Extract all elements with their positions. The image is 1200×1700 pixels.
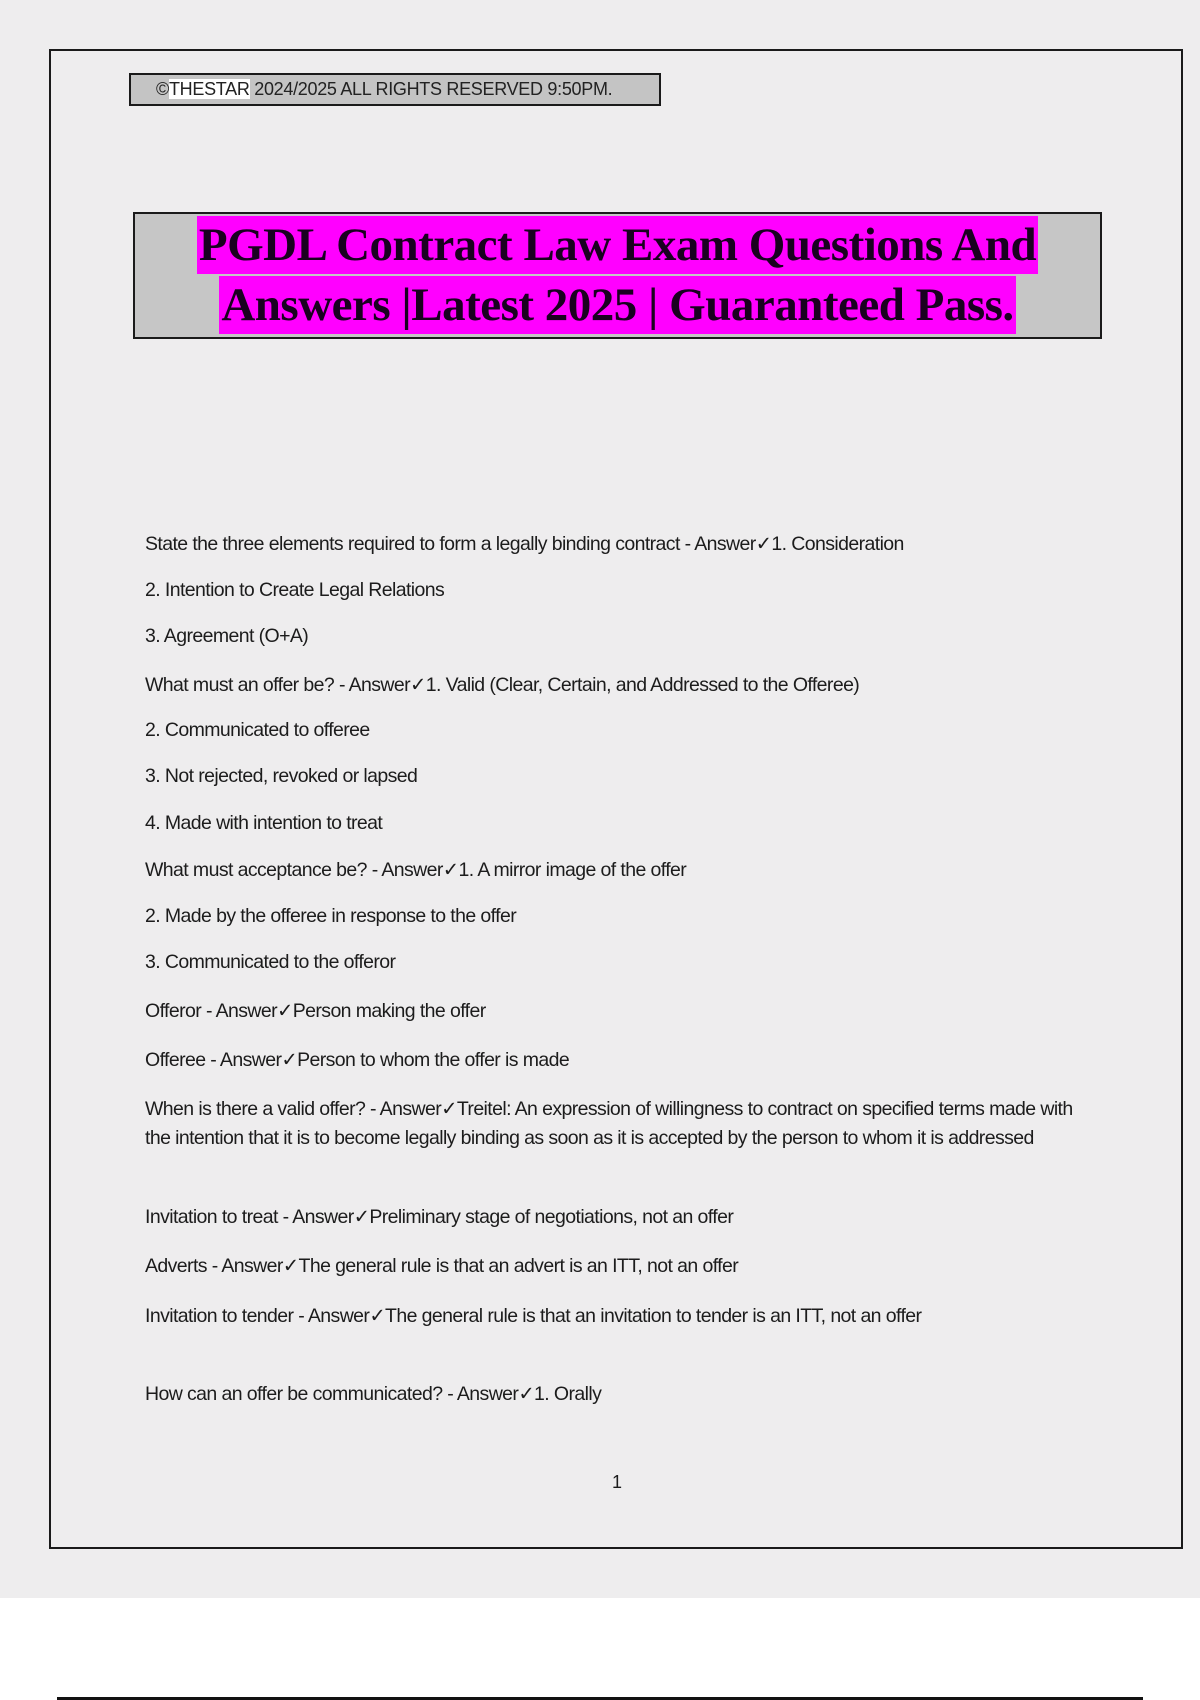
qa-line: When is there a valid offer? - Answer✓Treitel: An expression of willingness to contract on specified terms made with the intention that it is to become legally binding as soon as it is accepted by the person to whom it is addressed xyxy=(145,1098,1073,1149)
qa-line: Offeree - Answer✓Person to whom the offer is made xyxy=(145,1049,570,1071)
qa-line: What must an offer be? - Answer✓1. Valid (Clear, Certain, and Addressed to the Offeree) xyxy=(145,674,860,696)
qa-line: How can an offer be communicated? - Answer✓1. Orally xyxy=(145,1383,602,1405)
qa-line: What must acceptance be? - Answer✓1. A mirror image of the offer xyxy=(145,859,687,881)
copyright-text: 2024/2025 ALL RIGHTS RESERVED 9:50PM. xyxy=(249,79,613,99)
qa-line: 3. Agreement (O+A) xyxy=(145,625,309,647)
qa-line: 2. Communicated to offeree xyxy=(145,719,370,741)
copyright-notice xyxy=(129,73,661,106)
copyright-symbol: © xyxy=(156,79,169,99)
document-title-line-2: Answers |Latest 2025 | Guaranteed Pass. xyxy=(219,276,1015,334)
document-title-line-1: PGDL Contract Law Exam Questions And xyxy=(197,216,1038,274)
qa-line: 4. Made with intention to treat xyxy=(145,812,383,834)
qa-line: State the three elements required to form a legally binding contract - Answer✓1. Consideration xyxy=(145,533,904,555)
copyright-brand: THESTAR xyxy=(168,79,250,99)
qa-line: Offeror - Answer✓Person making the offer xyxy=(145,1000,486,1022)
qa-line: 3. Not rejected, revoked or lapsed xyxy=(145,765,418,787)
qa-line: 2. Intention to Create Legal Relations xyxy=(145,579,445,601)
qa-line: Invitation to treat - Answer✓Preliminary stage of negotiations, not an offer xyxy=(145,1206,734,1228)
qa-line: Adverts - Answer✓The general rule is that an advert is an ITT, not an offer xyxy=(145,1255,739,1277)
document-title-box xyxy=(133,212,1102,339)
qa-line: 2. Made by the offeree in response to the offer xyxy=(145,905,517,927)
page-number: 1 xyxy=(611,1472,622,1492)
qa-line: Invitation to tender - Answer✓The general rule is that an invitation to tender is an ITT, not an offer xyxy=(145,1305,922,1327)
qa-line: 3. Communicated to the offeror xyxy=(145,951,396,973)
